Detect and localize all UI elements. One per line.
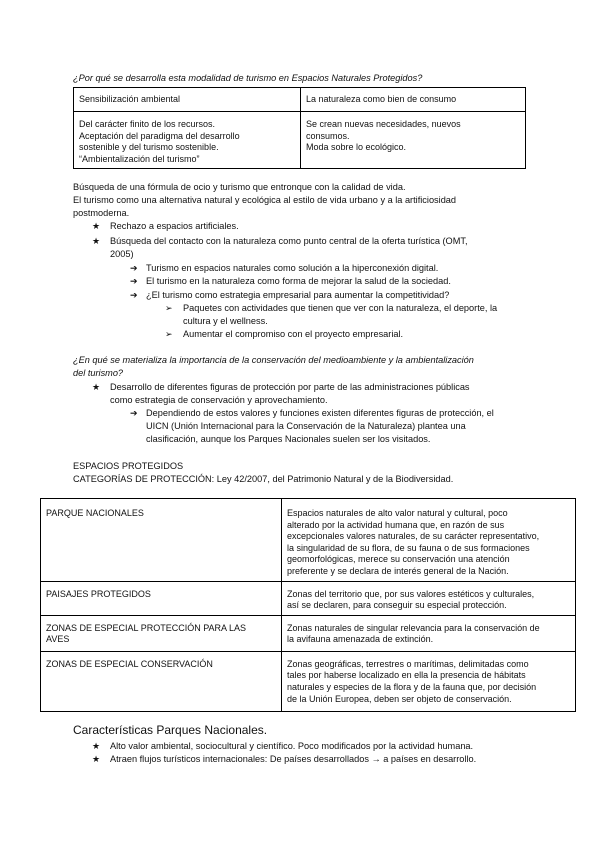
category-description — [282, 615, 576, 651]
cell-line: excepcionales valores naturales, de su carácter representativo, — [287, 531, 540, 542]
table-cell — [301, 112, 526, 169]
table-header-cell: Sensibilización ambiental — [74, 88, 301, 112]
sub-item-text: cultura y el wellness. — [183, 316, 268, 326]
category-description — [282, 499, 576, 582]
bullet-text: 2005) — [110, 249, 134, 259]
star-bullet-icon: ★ — [92, 236, 101, 246]
cell-line: Se crean nuevas necesidades, nuevos — [306, 119, 461, 129]
section-heading: Características Parques Nacionales. — [73, 723, 268, 737]
arrow-item-text: Dependiendo de estos valores y funciones existen diferentes figuras de protección, el — [146, 408, 494, 418]
cell-line: Del carácter finito de los recursos. — [79, 119, 216, 129]
bullet-text: como estrategia de conservación y aprovechamiento. — [110, 395, 328, 405]
question-heading: del turismo? — [73, 368, 124, 378]
star-bullet-icon: ★ — [92, 382, 101, 392]
arrow-item-text: Turismo en espacios naturales como solución a la hiperconexión digital. — [146, 263, 439, 273]
arrow-item-text: El turismo en la naturaleza como forma de mejorar la salud de la sociedad. — [146, 276, 451, 286]
table-row — [41, 499, 576, 582]
cell-line: naturales y especies de la flora y de la fauna que, por decisión — [287, 681, 537, 692]
paragraph-line: postmoderna. — [73, 208, 130, 218]
arrow-bullet-icon: ➔ — [130, 290, 138, 300]
table-header-cell: La naturaleza como bien de consumo — [301, 88, 526, 112]
star-bullet-icon: ★ — [92, 221, 101, 231]
cell-line: AVES — [46, 634, 70, 645]
cell-line: Zonas naturales de singular relevancia para la conservación de — [287, 622, 540, 633]
table-row — [41, 581, 576, 615]
category-description — [282, 651, 576, 711]
star-bullet-icon: ★ — [92, 754, 101, 764]
paragraph-line: El turismo como una alternativa natural y ecológica al estilo de vida urbano y a la artificiosidad — [73, 195, 457, 205]
category-description — [282, 581, 576, 615]
bullet-text: Alto valor ambiental, sociocultural y científico. Poco modificados por la actividad humana. — [110, 741, 474, 751]
cell-line: Aceptación del paradigma del desarrollo — [79, 130, 240, 141]
table-row — [41, 615, 576, 651]
cell-line: preferente y se declara de interés general de la Nación. — [287, 565, 509, 576]
arrow-bullet-icon: ➔ — [130, 276, 138, 286]
cell-line: alterado por la actividad humana que, en razón de sus — [287, 519, 505, 530]
chevron-bullet-icon: ➢ — [165, 329, 173, 339]
cell-line: Espacios naturales de alto valor natural y cultural, poco — [287, 508, 508, 518]
cell-line: ZONAS DE ESPECIAL PROTECCIÓN PARA LAS — [46, 622, 247, 633]
chevron-bullet-icon: ➢ — [165, 303, 173, 313]
cell-line: de la Unión Europea, deben ser objeto de conservación. — [287, 693, 512, 704]
section-subtitle: CATEGORÍAS DE PROTECCIÓN: Ley 42/2007, del Patrimonio Natural y de la Biodiversidad. — [73, 474, 454, 484]
arrow-bullet-icon: ➔ — [130, 263, 138, 273]
paragraph-line: Búsqueda de una fórmula de ocio y turismo que entronque con la calidad de vida. — [73, 182, 406, 192]
categories-table — [40, 498, 576, 712]
table-cell — [74, 112, 301, 169]
question-heading: ¿En qué se materializa la importancia de la conservación del medioambiente y la ambientalización — [73, 355, 474, 365]
bullet-text: Desarrollo de diferentes figuras de protección por parte de las administraciones públicas — [110, 382, 470, 392]
cell-line: Moda sobre lo ecológico. — [306, 142, 407, 153]
cell-line: así se declaren, para conseguir su especial protección. — [287, 600, 507, 611]
question-heading: ¿Por qué se desarrolla esta modalidad de turismo en Espacios Naturales Protegidos? — [73, 73, 423, 83]
cell-line: consumos. — [306, 130, 350, 141]
cell-line: tales por haberse localizado en ella la presencia de hábitats — [287, 670, 526, 681]
category-name — [41, 615, 282, 651]
bullet-text: Rechazo a espacios artificiales. — [110, 221, 239, 231]
cell-line: “Ambientalización del turismo” — [79, 153, 200, 164]
category-name — [41, 499, 282, 582]
cell-line: ZONAS DE ESPECIAL CONSERVACIÓN — [46, 658, 213, 669]
cell-line: sostenible y del turismo sostenible. — [79, 142, 219, 153]
category-name — [41, 651, 282, 711]
cell-line: PARQUE NACIONALES — [46, 508, 144, 518]
arrow-item-text: ¿El turismo como estrategia empresarial para aumentar la competitividad? — [146, 290, 450, 300]
cell-line: PAISAJES PROTEGIDOS — [46, 588, 151, 599]
cell-line: geomorfológicas, merece su conservación una atención — [287, 554, 510, 565]
comparison-table — [73, 87, 526, 169]
cell-line: la avifauna amenazada de extinción. — [287, 634, 434, 645]
section-title: ESPACIOS PROTEGIDOS — [73, 461, 184, 471]
arrow-item-text: clasificación, aunque los Parques Nacionales suelen ser los visitados. — [146, 434, 431, 444]
bullet-text: Atraen flujos turísticos internacionales: De países desarrollados → a países en desarrollo. — [110, 754, 477, 764]
sub-item-text: Aumentar el compromiso con el proyecto empresarial. — [183, 329, 404, 339]
arrow-item-text: UICN (Unión Internacional para la Conservación de la Naturaleza) plantea una — [146, 421, 466, 431]
cell-line: Zonas geográficas, terrestres o marítimas, delimitadas como — [287, 658, 529, 669]
table-row — [41, 651, 576, 711]
bullet-text: Búsqueda del contacto con la naturaleza como punto central de la oferta turística (OMT, — [110, 236, 468, 246]
category-name — [41, 581, 282, 615]
cell-line: la singularidad de su flora, de su fauna o de sus formaciones — [287, 542, 530, 553]
cell-line: Zonas del territorio que, por sus valores estéticos y culturales, — [287, 588, 535, 599]
arrow-bullet-icon: ➔ — [130, 408, 138, 418]
star-bullet-icon: ★ — [92, 741, 101, 751]
sub-item-text: Paquetes con actividades que tienen que ver con la naturaleza, el deporte, la — [183, 303, 498, 313]
